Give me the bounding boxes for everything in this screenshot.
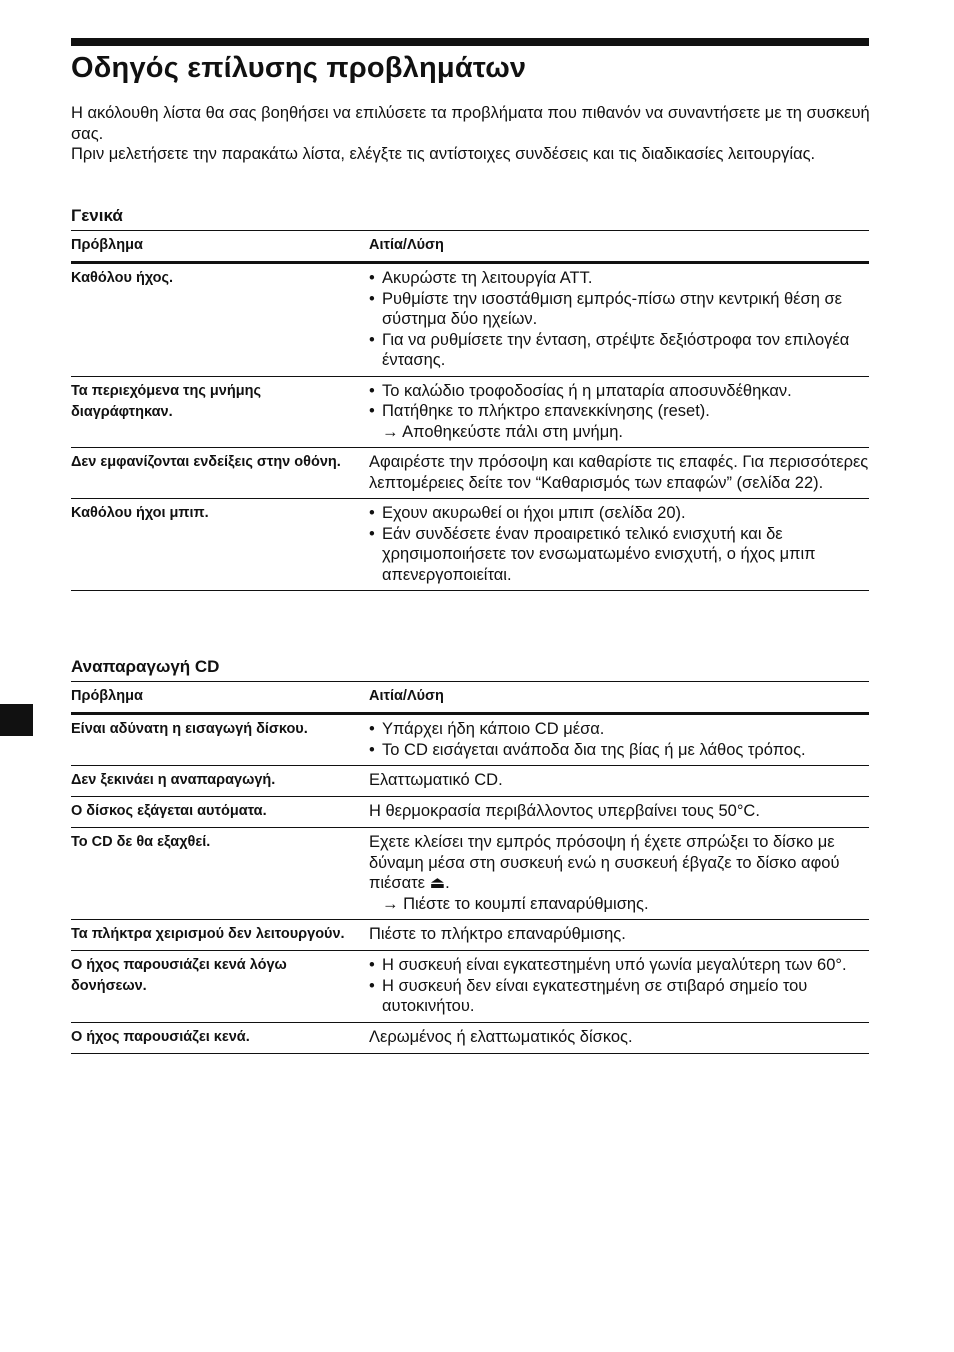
solution-item: • Για να ρυθμίσετε την ένταση, στρέψτε δεξιόστροφα τον επιλογέα έντασης.	[369, 330, 869, 371]
solution-note: → Πιέστε το κουμπί επαναρύθμισης.	[382, 894, 649, 913]
solution-text: Ελαττωματικό CD.	[369, 771, 503, 789]
solution-cell	[369, 828, 869, 920]
problem-cell: Καθόλου ήχος.	[71, 263, 369, 377]
solution-item: • Το CD εισάγεται ανάποδα δια της βίας ή με λάθος τρόπος.	[369, 740, 869, 761]
solution-text: Λερωμένος ή ελαττωματικός δίσκος.	[369, 1027, 633, 1046]
section-cd-playback	[71, 657, 869, 1054]
column-header-solution: Αιτία/Λύση	[369, 231, 869, 263]
solution-cell	[369, 499, 869, 591]
section-general	[71, 206, 869, 591]
troubleshooting-table-general	[71, 230, 869, 591]
intro	[71, 103, 871, 165]
problem-cell: Είναι αδύνατη η εισαγωγή δίσκου.	[71, 714, 369, 766]
problem-cell: Τα πλήκτρα χειρισμού δεν λειτουργούν.	[71, 920, 369, 951]
page-title: Οδηγός επίλυσης προβλημάτων	[71, 52, 527, 84]
solution-list	[369, 503, 869, 585]
solution-item: • Η συσκευή είναι εγκατεστημένη υπό γωνία μεγαλύτερη των 60°.	[369, 955, 869, 976]
table-row	[71, 499, 869, 591]
table-row	[71, 920, 869, 951]
problem-cell: Ο δίσκος εξάγεται αυτόματα.	[71, 797, 369, 828]
problem-cell: Τα περιεχόμενα της μνήμης διαγράφτηκαν.	[71, 376, 369, 448]
intro-paragraph-2: Πριν μελετήσετε την παρακάτω λίστα, ελέγξτε τις αντίστοιχες συνδέσεις και τις διαδικασίες λειτουργίας.	[71, 145, 816, 163]
problem-cell: Ο ήχος παρουσιάζει κενά λόγω δονήσεων.	[71, 951, 369, 1023]
solution-cell	[369, 797, 869, 828]
title-rule	[71, 38, 869, 46]
solution-item: • Ρυθμίστε την ισοστάθμιση εμπρός-πίσω στην κεντρική θέση σε σύστημα δύο ηχείων.	[369, 289, 869, 330]
table-row	[71, 1022, 869, 1053]
solution-text: Αφαιρέστε την πρόσοψη και καθαρίστε τις επαφές. Για περισσότερες λεπτομέρειες δείτε τον “Καθαρισμός των επαφών” (σελίδα 22).	[369, 453, 869, 492]
column-header-solution: Αιτία/Λύση	[369, 682, 869, 714]
solution-cell	[369, 376, 869, 448]
intro-paragraph-1: Η ακόλουθη λίστα θα σας βοηθήσει να επιλύσετε τα προβλήματα που πιθανόν να συναντήσετε με τη συσκευή σας.	[71, 104, 870, 143]
table-row	[71, 376, 869, 448]
solution-cell	[369, 1022, 869, 1053]
solution-cell	[369, 920, 869, 951]
column-header-problem: Πρόβλημα	[71, 231, 369, 263]
solution-text: Πιέστε το πλήκτρο επαναρύθμισης.	[369, 925, 626, 943]
section-heading: Γενικά	[71, 206, 123, 225]
solution-text: Η θερμοκρασία περιβάλλοντος υπερβαίνει τους 50°C.	[369, 802, 760, 820]
problem-cell: Ο ήχος παρουσιάζει κενά.	[71, 1022, 369, 1053]
solution-cell	[369, 766, 869, 797]
solution-item: • Η συσκευή δεν είναι εγκατεστημένη σε στιβαρό σημείο του αυτοκινήτου.	[369, 976, 869, 1017]
solution-list	[369, 955, 869, 1017]
table-row	[71, 797, 869, 828]
problem-cell: Το CD δε θα εξαχθεί.	[71, 828, 369, 920]
problem-cell: Καθόλου ήχοι μπιπ.	[71, 499, 369, 591]
section-heading: Αναπαραγωγή CD	[71, 657, 220, 676]
solution-item: • Εχουν ακυρωθεί οι ήχοι μπιπ (σελίδα 20).	[369, 503, 869, 524]
solution-cell	[369, 263, 869, 377]
solution-item: • Εάν συνδέσετε έναν προαιρετικό τελικό ενισχυτή και δε χρησιμοποιήσετε τον ενσωματωμένο ενισχυτή, ο ήχος μπιπ απενεργοποιείται.	[369, 524, 869, 586]
table-row	[71, 766, 869, 797]
solution-cell	[369, 448, 869, 499]
solution-cell	[369, 951, 869, 1023]
problem-cell: Δεν ξεκινάει η αναπαραγωγή.	[71, 766, 369, 797]
chapter-tab	[0, 704, 33, 736]
solution-item: • Το καλώδιο τροφοδοσίας ή η μπαταρία αποσυνδέθηκαν.	[369, 381, 869, 402]
solution-text: Εχετε κλείσει την εμπρός πρόσοψη ή έχετε σπρώξει το δίσκο με δύναμη μέσα στη συσκευή ενώ η συσκευή έβγαζε το δίσκο αφού πιέσατε ⏏.	[369, 833, 840, 892]
solution-cell	[369, 714, 869, 766]
column-header-problem: Πρόβλημα	[71, 682, 369, 714]
solution-list	[369, 268, 869, 371]
table-row	[71, 448, 869, 499]
troubleshooting-table-cd	[71, 681, 869, 1054]
table-row	[71, 263, 869, 377]
solution-note: → Αποθηκεύστε πάλι στη μνήμη.	[382, 422, 623, 441]
solution-list	[369, 719, 869, 760]
table-row	[71, 828, 869, 920]
solution-list	[369, 381, 869, 422]
problem-cell: Δεν εμφανίζονται ενδείξεις στην οθόνη.	[71, 448, 369, 499]
table-row	[71, 951, 869, 1023]
table-row	[71, 714, 869, 766]
solution-item: • Πατήθηκε το πλήκτρο επανεκκίνησης (reset).	[369, 401, 869, 422]
solution-item: • Ακυρώστε τη λειτουργία ΑΤΤ.	[369, 268, 869, 289]
solution-item: • Υπάρχει ήδη κάποιο CD μέσα.	[369, 719, 869, 740]
